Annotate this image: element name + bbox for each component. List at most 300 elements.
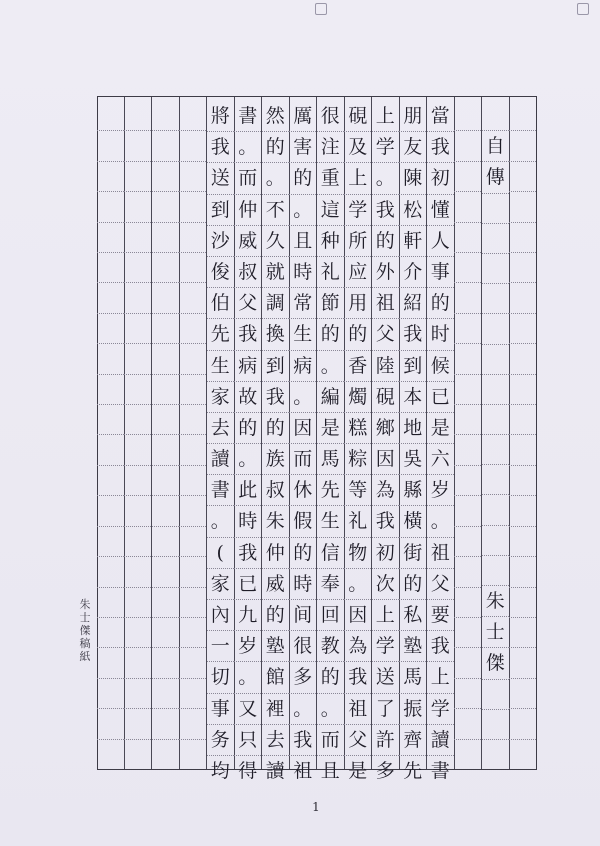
body-text-char: 軒 [399, 226, 426, 257]
grid-column-text-8 [234, 97, 262, 782]
empty-cell [179, 435, 206, 465]
empty-cell [124, 435, 151, 465]
body-text-char: 礼 [317, 257, 344, 288]
body-text-char: 叔 [234, 257, 261, 288]
body-text-char: 假 [289, 506, 316, 537]
body-text-char: 重 [317, 163, 344, 194]
empty-cell [152, 466, 179, 496]
body-text-char: 用 [344, 288, 371, 319]
empty-cell [97, 405, 124, 435]
body-text-char: 父 [234, 288, 261, 319]
body-text-char: 此 [234, 475, 261, 506]
body-text-char: 。 [289, 694, 316, 725]
empty-cell [97, 101, 124, 131]
body-text-char: 鄉 [372, 413, 399, 444]
empty-cell [179, 375, 206, 405]
body-text-char: 當 [427, 101, 454, 132]
body-text-char: 已 [427, 382, 454, 413]
empty-cell [454, 344, 481, 374]
body-text-char: 先 [403, 759, 423, 782]
empty-cell [152, 709, 179, 739]
body-text-char: 的 [234, 413, 261, 444]
body-text-char: 一 [207, 631, 234, 662]
empty-cell [482, 556, 509, 586]
body-text-char: 只 [234, 725, 261, 756]
body-text-char: 而 [317, 725, 344, 756]
empty-cell [97, 192, 124, 222]
body-text-char: 已 [234, 569, 261, 600]
body-text-char: 我 [344, 662, 371, 693]
empty-cell [97, 496, 124, 526]
empty-cell [124, 740, 151, 769]
empty-cell [454, 375, 481, 405]
body-text-char: 我 [234, 319, 261, 350]
body-text-char: 上 [427, 662, 454, 693]
empty-cell [482, 101, 509, 131]
empty-cell [509, 283, 536, 313]
empty-cell [179, 618, 206, 648]
body-text-char: 种 [317, 226, 344, 257]
body-text-char: 介 [399, 257, 426, 288]
body-text-char: 為 [372, 475, 399, 506]
body-text-char: 注 [317, 132, 344, 163]
body-text-char: 館 [262, 662, 289, 693]
body-text-char: 俊 [207, 257, 234, 288]
empty-cell [454, 557, 481, 587]
body-text-char: 礼 [344, 506, 371, 537]
empty-cell [509, 435, 536, 465]
body-text-char: 的 [372, 226, 399, 257]
empty-cell [124, 344, 151, 374]
body-text-char: 的 [344, 319, 371, 350]
title-char: 自 [482, 131, 509, 162]
empty-cell [124, 314, 151, 344]
body-text-char: 陸 [372, 351, 399, 382]
body-text-char: 生 [317, 506, 344, 537]
empty-cell [509, 131, 536, 161]
empty-cell [124, 618, 151, 648]
empty-cell [152, 344, 179, 374]
body-text-char: 。 [372, 163, 399, 194]
body-text-char: 友 [399, 132, 426, 163]
body-text-char: 讀 [207, 444, 234, 475]
empty-cell [509, 344, 536, 374]
empty-cell [179, 496, 206, 526]
body-text-char: 我 [427, 631, 454, 662]
empty-cell [124, 375, 151, 405]
body-text-char: 学 [344, 195, 371, 226]
empty-cell [124, 162, 151, 192]
empty-cell [179, 405, 206, 435]
empty-cell [179, 223, 206, 253]
body-text-char: 先 [207, 319, 234, 350]
empty-cell [179, 101, 206, 131]
body-text-char: 書 [207, 475, 234, 506]
empty-cell [152, 283, 179, 313]
empty-cell [482, 526, 509, 556]
empty-cell [152, 679, 179, 709]
empty-cell [124, 648, 151, 678]
body-text-char: 祖 [344, 694, 371, 725]
body-text-char: 橫 [399, 506, 426, 537]
empty-cell [179, 679, 206, 709]
empty-cell [179, 314, 206, 344]
body-text-char: 切 [207, 662, 234, 693]
empty-cell [152, 405, 179, 435]
empty-cell [179, 740, 206, 769]
body-text-char: 本 [399, 382, 426, 413]
empty-cell [482, 254, 509, 284]
empty-cell [454, 314, 481, 344]
body-text-char: 糕 [344, 413, 371, 444]
body-text-char: 且 [320, 759, 340, 782]
empty-cell [97, 314, 124, 344]
empty-cell [454, 679, 481, 709]
empty-cell [152, 253, 179, 283]
body-text-char: 粽 [344, 444, 371, 475]
grid-column-empty [97, 97, 124, 769]
body-text-char: 事 [207, 694, 234, 725]
body-text-char: 且 [289, 226, 316, 257]
empty-cell [97, 588, 124, 618]
empty-cell [482, 740, 509, 769]
empty-cell [509, 162, 536, 192]
empty-cell [179, 557, 206, 587]
empty-cell [97, 618, 124, 648]
body-text-char: 祖 [372, 288, 399, 319]
empty-cell [482, 224, 509, 254]
empty-cell [152, 557, 179, 587]
empty-cell [509, 253, 536, 283]
body-text-char: 因 [344, 600, 371, 631]
body-text-char: 务 [207, 725, 234, 756]
body-text-char: 編 [317, 382, 344, 413]
empty-cell [124, 557, 151, 587]
grid-column-empty [179, 97, 207, 769]
margin-stamp: 朱士傑稿紙 [79, 598, 91, 663]
empty-cell [152, 314, 179, 344]
body-text-char: 久 [262, 226, 289, 257]
empty-cell [179, 283, 206, 313]
empty-cell [152, 131, 179, 161]
empty-cell [124, 283, 151, 313]
empty-cell [124, 253, 151, 283]
empty-cell [179, 253, 206, 283]
body-text-char: 的 [427, 288, 454, 319]
body-text-char: 六 [427, 444, 454, 475]
body-text-char: 到 [207, 195, 234, 226]
body-text-char: 仲 [234, 195, 261, 226]
body-text-char: 馬 [399, 662, 426, 693]
empty-cell [124, 466, 151, 496]
body-text-char: 休 [289, 475, 316, 506]
body-text-char: 得 [238, 759, 258, 782]
body-text-char: 父 [344, 725, 371, 756]
body-text-char: 我 [234, 538, 261, 569]
body-text-char: 馬 [317, 444, 344, 475]
empty-cell [509, 314, 536, 344]
empty-cell [509, 466, 536, 496]
grid-column-text-9 [206, 97, 234, 782]
empty-cell [454, 223, 481, 253]
empty-cell [97, 375, 124, 405]
body-text-char: ( [207, 538, 234, 569]
empty-cell [97, 466, 124, 496]
body-text-char: 信 [317, 538, 344, 569]
empty-cell [179, 466, 206, 496]
body-text-char: 物 [344, 538, 371, 569]
empty-cell [509, 648, 536, 678]
empty-cell [97, 679, 124, 709]
empty-cell [509, 740, 536, 769]
body-text-char: 為 [344, 631, 371, 662]
body-text-char: 叔 [262, 475, 289, 506]
body-text-char: 硯 [372, 382, 399, 413]
empty-cell [454, 405, 481, 435]
body-text-char: 我 [289, 725, 316, 756]
empty-cell [152, 435, 179, 465]
empty-cell [152, 740, 179, 769]
body-text-char: 父 [372, 319, 399, 350]
body-text-char: 伯 [207, 288, 234, 319]
body-text-char: 是 [348, 759, 368, 782]
empty-cell [454, 192, 481, 222]
empty-cell [152, 192, 179, 222]
body-text-char: 的 [399, 569, 426, 600]
body-text-char: 生 [289, 319, 316, 350]
body-text-char: 節 [317, 288, 344, 319]
empty-cell [97, 253, 124, 283]
empty-cell [124, 131, 151, 161]
body-text-char: 的 [289, 163, 316, 194]
body-text-char: 吳 [399, 444, 426, 475]
body-text-char: 回 [317, 600, 344, 631]
body-text-char: 先 [317, 475, 344, 506]
body-text-char: 。 [344, 569, 371, 600]
body-text-char: 奉 [317, 569, 344, 600]
empty-cell [152, 375, 179, 405]
body-text-char: 。 [262, 163, 289, 194]
empty-cell [482, 345, 509, 375]
body-text-char: 家 [207, 569, 234, 600]
grid-column-text-6 [289, 97, 317, 782]
author-char: 士 [482, 617, 509, 648]
grid-column-text-7 [261, 97, 289, 782]
body-text-char: 我 [372, 195, 399, 226]
body-text-char: 的 [317, 662, 344, 693]
body-text-char: 我 [372, 506, 399, 537]
empty-cell [454, 740, 481, 769]
body-text-char: 。 [289, 195, 316, 226]
body-text-char: 。 [207, 506, 234, 537]
body-text-char: 而 [289, 444, 316, 475]
body-text-char: 多 [289, 662, 316, 693]
empty-cell [509, 375, 536, 405]
body-text-char: 換 [262, 319, 289, 350]
body-text-char: 外 [372, 257, 399, 288]
empty-cell [454, 101, 481, 131]
author-char: 傑 [482, 648, 509, 679]
body-text-char: 常 [289, 288, 316, 319]
manuscript-grid [97, 96, 537, 782]
body-text-char: 調 [262, 288, 289, 319]
empty-cell [152, 162, 179, 192]
body-text-char: 因 [289, 413, 316, 444]
body-text-char: 。 [427, 506, 454, 537]
grid-column-text-1 [426, 97, 454, 782]
body-text-char: 塾 [399, 631, 426, 662]
empty-cell [152, 101, 179, 131]
body-text-char: 裡 [262, 694, 289, 725]
body-text-char: 的 [262, 132, 289, 163]
page-number: 1 [312, 800, 320, 814]
body-text-char: 候 [427, 351, 454, 382]
body-text-char: 到 [399, 351, 426, 382]
body-text-char: 应 [344, 257, 371, 288]
empty-cell [179, 648, 206, 678]
empty-cell [482, 465, 509, 495]
body-text-char: 祖 [293, 759, 313, 782]
body-text-char: 地 [399, 413, 426, 444]
body-text-char: 及 [344, 132, 371, 163]
empty-cell [97, 223, 124, 253]
empty-cell [482, 405, 509, 435]
empty-cell [482, 495, 509, 525]
body-text-char: 所 [344, 226, 371, 257]
body-text-char: 我 [427, 132, 454, 163]
empty-cell [152, 223, 179, 253]
body-text-char: 然 [262, 101, 289, 132]
body-text-char: 齊 [399, 725, 426, 756]
body-text-char: 多 [375, 759, 395, 782]
body-text-char: 的 [262, 413, 289, 444]
empty-cell [454, 618, 481, 648]
body-text-char: 要 [427, 600, 454, 631]
body-text-char: 的 [289, 538, 316, 569]
body-text-char: 私 [399, 600, 426, 631]
empty-cell [509, 527, 536, 557]
body-text-char: 送 [372, 662, 399, 693]
body-text-char: 朋 [399, 101, 426, 132]
body-text-char: 這 [317, 195, 344, 226]
body-text-char: 九 [234, 600, 261, 631]
empty-cell [124, 405, 151, 435]
empty-cell [97, 527, 124, 557]
body-text-char: 岁 [427, 475, 454, 506]
empty-cell [124, 223, 151, 253]
empty-cell [97, 162, 124, 192]
body-text-char: 家 [207, 382, 234, 413]
empty-cell [97, 648, 124, 678]
body-text-char: 去 [262, 725, 289, 756]
body-text-char: 的 [262, 600, 289, 631]
body-text-char: 讀 [265, 759, 285, 782]
empty-cell [454, 435, 481, 465]
body-text-char: 送 [207, 163, 234, 194]
empty-cell [509, 496, 536, 526]
body-text-char: 生 [207, 351, 234, 382]
grid-column-text-4 [344, 97, 372, 782]
empty-cell [97, 344, 124, 374]
paper-speck [577, 3, 589, 15]
empty-cell [454, 588, 481, 618]
body-text-char: 我 [207, 132, 234, 163]
body-text-char: 害 [289, 132, 316, 163]
grid-column-title [481, 97, 509, 769]
empty-cell [179, 192, 206, 222]
empty-cell [509, 405, 536, 435]
body-text-char: 書 [430, 759, 450, 782]
body-text-char: 許 [372, 725, 399, 756]
body-text-char: 書 [234, 101, 261, 132]
body-text-char: 去 [207, 413, 234, 444]
body-text-char: 塾 [262, 631, 289, 662]
grid-column-text-2 [399, 97, 427, 782]
body-text-char: 故 [234, 382, 261, 413]
body-text-char: 時 [289, 257, 316, 288]
empty-cell [509, 557, 536, 587]
empty-cell [124, 588, 151, 618]
grid-column-text-3 [371, 97, 399, 782]
empty-cell [454, 162, 481, 192]
body-text-char: 等 [344, 475, 371, 506]
body-text-char: 時 [234, 506, 261, 537]
body-text-char: 因 [372, 444, 399, 475]
body-text-char: 次 [372, 569, 399, 600]
body-text-char: 父 [427, 569, 454, 600]
body-text-char: 上 [372, 101, 399, 132]
body-text-char: 內 [207, 600, 234, 631]
empty-cell [97, 283, 124, 313]
empty-cell [152, 648, 179, 678]
body-text-char: 。 [289, 382, 316, 413]
body-text-char: 硯 [344, 101, 371, 132]
body-text-char: 时 [427, 319, 454, 350]
empty-cell [482, 375, 509, 405]
empty-cell [482, 314, 509, 344]
body-text-char: 均 [210, 759, 230, 782]
empty-cell [454, 709, 481, 739]
body-text-char: 振 [399, 694, 426, 725]
body-text-char: 又 [234, 694, 261, 725]
body-text-char: 学 [372, 132, 399, 163]
body-text-char: 初 [427, 163, 454, 194]
empty-cell [509, 101, 536, 131]
body-text-char: 。 [234, 132, 261, 163]
empty-cell [454, 131, 481, 161]
empty-cell [509, 223, 536, 253]
empty-cell [179, 588, 206, 618]
body-text-char: 縣 [399, 475, 426, 506]
empty-cell [124, 192, 151, 222]
body-text-char: 懂 [427, 195, 454, 226]
body-text-char: 。 [317, 694, 344, 725]
empty-cell [509, 192, 536, 222]
empty-cell [124, 496, 151, 526]
body-text-char: 很 [289, 631, 316, 662]
empty-cell [454, 253, 481, 283]
body-text-char: 仲 [262, 538, 289, 569]
body-text-char: 上 [344, 163, 371, 194]
body-text-char: 沙 [207, 226, 234, 257]
empty-cell [482, 680, 509, 710]
body-text-char: 学 [427, 694, 454, 725]
empty-cell [454, 496, 481, 526]
empty-cell [97, 709, 124, 739]
empty-cell [152, 527, 179, 557]
body-text-char: 的 [317, 319, 344, 350]
body-text-char: 族 [262, 444, 289, 475]
